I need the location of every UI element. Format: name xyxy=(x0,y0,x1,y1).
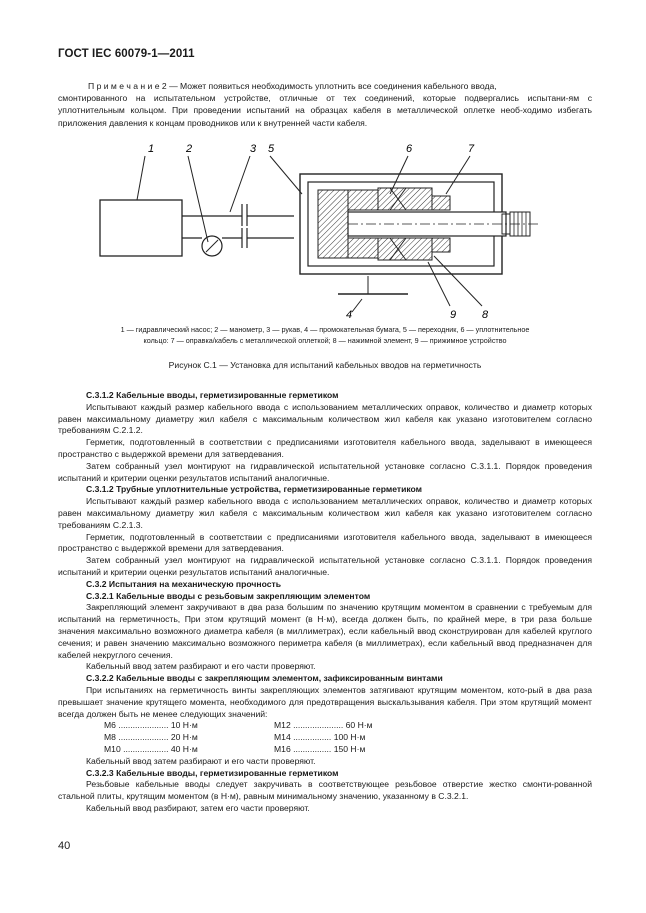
label-4: 4 xyxy=(346,309,353,321)
page-header: ГОСТ IEC 60079-1—2011 xyxy=(58,48,195,60)
paragraph: Затем собранный узел монтируют на гидравлической испытательной установке согласно С.3.1.1. Порядок проведения испытаний и критерии оценки результатов испытаний аналогичные. xyxy=(58,555,592,577)
note-2-continuation: смонтированного на испытательном устройстве, отличные от тех соединений, которые подвергались испытани-ям с уплотнительным кольцом. При проведении испытаний на образцах кабеля в металлической оплетке необ-ходимо избегать приложения давления к концам проводников или к внутренней части кабеля. xyxy=(58,93,592,128)
paragraph: Резьбовые кабельные вводы следует закручивать в соответствующее резьбовое отверстие жестко смонти-рованной стальной плиты, крутящим моментом (в Н·м), равным минимальному значению, указанному в С.3.2.1. xyxy=(58,779,592,802)
label-1: 1 xyxy=(148,143,155,155)
figure-caption: Рисунок С.1 — Установка для испытаний кабельных вводов на герметичность xyxy=(168,360,482,370)
label-2: 2 xyxy=(186,143,193,155)
test-setup-figure xyxy=(90,134,560,324)
torque-item: М12 ..................... 60 Н·м xyxy=(274,720,373,731)
paragraph: При испытаниях на герметичность винты закрепляющих элементов затягивают крутящим моментом, кото-рый в два раза превышает значение крутящего момента, необходимого для предотвращения выскальзывания кабеля. При этом крутящий момент всегда должен быть не менее следующих значений: xyxy=(58,684,592,719)
section-heading: С.3.1.2 Кабельные вводы, герметизированные герметиком xyxy=(86,390,339,400)
label-7: 7 xyxy=(468,143,475,155)
section-heading: С.3.2 Испытания на механическую прочность xyxy=(86,578,281,589)
section-heading: С.3.1.2 Трубные уплотнительные устройства, герметизированные герметиком xyxy=(86,484,423,495)
paragraph: Герметик, подготовленный в соответствии с предписаниями изготовителя кабельного ввода, заделывают в имеющееся пространство с выдержкой времени для затвердевания. xyxy=(58,437,592,459)
label-9: 9 xyxy=(450,309,457,321)
torque-item: М8 ..................... 20 Н·м xyxy=(104,732,198,743)
section-heading: С.3.2.2 Кабельные вводы с закрепляющим элементом, зафиксированным винтами xyxy=(86,673,443,684)
paragraph: Кабельный ввод затем разбирают и его части проверяют. xyxy=(86,661,316,672)
paragraph: Герметик, подготовленный в соответствии с предписаниями изготовителя кабельного ввода, заделывают в имеющееся пространство с выдержкой времени для затвердевания. xyxy=(58,531,592,554)
page-number: 40 xyxy=(58,840,71,852)
paragraph: Кабельный ввод разбирают, затем его части проверяют. xyxy=(86,802,310,813)
body-text xyxy=(58,390,592,815)
section-heading: С.3.2.3 Кабельные вводы, герметизированные герметиком xyxy=(86,767,339,778)
torque-item: М16 ................ 150 Н·м xyxy=(274,743,366,754)
figure-legend-line-2: кольцо: 7 — оправка/кабель с металлической оплеткой; 8 — нажимной элемент, 9 — прижимное устройство xyxy=(143,336,507,345)
label-6: 6 xyxy=(406,143,413,155)
label-5: 5 xyxy=(268,143,275,155)
torque-item: М10 ................... 40 Н·м xyxy=(104,743,198,754)
torque-table xyxy=(104,720,592,755)
label-8: 8 xyxy=(482,309,489,321)
torque-item: М6 ..................... 10 Н·м xyxy=(104,720,198,731)
paragraph: Испытывают каждый размер кабельного ввода с использованием металлических оправок, количество и диаметр которых равен максимальному диаметру жил кабеля с максимальным количеством жил кабеля как указано изготовителем согласно требованиям С.2.1.2. xyxy=(58,401,592,436)
paragraph: Кабельный ввод затем разбирают и его части проверяют. xyxy=(86,755,316,766)
paragraph: Затем собранный узел монтируют на гидравлической испытательной установке согласно С.3.1.1. Порядок проведения испытаний и критерии оценки результатов испытаний аналогичные. xyxy=(58,460,592,483)
paragraph: Испытывают каждый размер кабельного ввода с использованием металлических оправок, количество и диаметр которых равен максимальному диаметру жил кабеля с максимальным количеством жил кабеля как указано изготовителем согласно требованиям С.2.1.3. xyxy=(58,496,592,530)
paragraph: Закрепляющий элемент закручивают в два раза большим по значению крутящим моментом в сравнении с требуемым для испытаний на герметичность, При этом крутящий момент (в Н·м), всегда должен быть, по крайней мере, в три раза больше значения максимально возможного диаметра кабеля (в миллиметрах), если кабельный ввод сконструирован для кабелей круглого сечения; и равен значению максимально возможного периметра кабеля (в миллиметрах), если кабельный ввод предназначен для кабелей некруглого сечения. xyxy=(58,602,592,660)
torque-item: М14 ................ 100 Н·м xyxy=(274,732,366,743)
figure-legend xyxy=(58,324,592,346)
label-3: 3 xyxy=(250,143,257,155)
hydraulic-pump xyxy=(100,200,182,256)
section-heading: С.3.2.1 Кабельные вводы с резьбовым закрепляющим элементом xyxy=(86,590,371,601)
note-2-first-line: П р и м е ч а н и е 2 — Может появиться необходимость уплотнить все соединения кабельного ввода, xyxy=(88,81,497,91)
figure-legend-line-1: 1 — гидравлический насос; 2 — манометр, 3 — рукав, 4 — промокательная бумага, 5 — переходник, 6 — уплотнительное xyxy=(120,325,530,334)
